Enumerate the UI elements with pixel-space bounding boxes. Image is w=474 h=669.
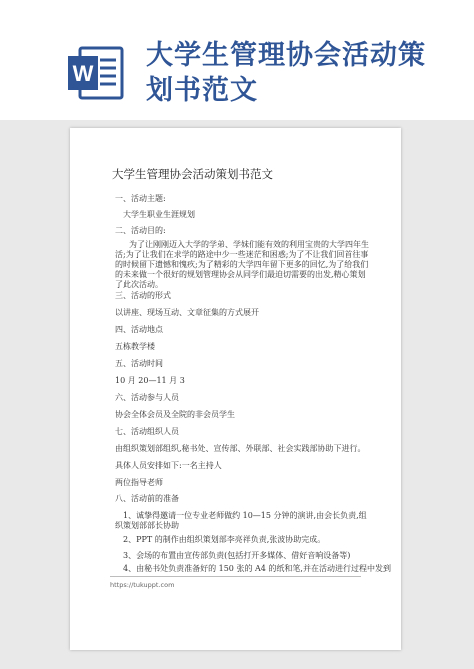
section-heading: 二、活动目的: xyxy=(115,226,166,235)
prep-item-3: 3、会场的布置由宣传部负责(包括打开多媒体、借好音响设备等) xyxy=(123,551,351,560)
banner xyxy=(0,0,474,120)
text-line: 两位指导老师 xyxy=(115,478,163,487)
text-line: 10 月 20—11 月 3 xyxy=(115,376,185,385)
footer-url: https://tukuppt.com xyxy=(110,581,175,589)
prep-item-1: 1、诚挚得邀请一位专业老师做约 10—15 分钟的演讲,由会长负责,组织策划部部长协助 xyxy=(115,511,367,530)
footer-divider xyxy=(110,576,361,577)
text-line: 大学生职业生涯规划 xyxy=(123,210,195,219)
section-heading: 八、活动前的准备 xyxy=(115,494,179,503)
section-heading: 三、活动的形式 xyxy=(115,291,171,300)
text-line: 协会全体会员及全院的非会员学生 xyxy=(115,410,235,419)
section-heading: 五、活动时间 xyxy=(115,359,163,368)
text-line: 五栋教学楼 xyxy=(115,342,155,351)
section-heading: 六、活动参与人员 xyxy=(115,393,179,402)
section-heading: 四、活动地点 xyxy=(115,325,163,334)
banner-title-line-1: 大学生管理协会活动策 xyxy=(146,40,426,71)
word-document-icon xyxy=(66,42,126,102)
document-page xyxy=(70,128,401,650)
banner-title xyxy=(146,38,456,108)
text-line: 由组织策划部组织,秘书处、宣传部、外联部、社会实践部协助下进行。 xyxy=(115,444,366,453)
word-logo-letter: W xyxy=(72,61,94,86)
text-line: 以讲座、现场互动、文章征集的方式展开 xyxy=(115,308,259,317)
section-heading: 一、活动主题: xyxy=(115,194,166,203)
prep-item-2: 2、PPT 的制作由组织策划部李亮祥负责,张波协助完成。 xyxy=(123,535,326,544)
document-title: 大学生管理协会活动策划书范文 xyxy=(112,167,273,181)
banner-title-line-2: 划书范文 xyxy=(146,75,258,106)
prep-item-4: 4、由秘书处负责准备好的 150 张的 A4 的纸和笔,并在活动进行过程中发到 xyxy=(123,564,391,573)
text-line: 具体人员安排如下:一名主持人 xyxy=(115,461,222,470)
purpose-paragraph: 为了让刚刚迈入大学的学弟、学妹们能有效的利用宝贵的大学四年生活;为了让我们在求学的路途中少一些迷茫和困惑;为了不让我们回首往事的时候留下遗憾和愧疚;为了精彩的大学四年留下更多的回忆,为了给我们的未来做一个很好的规划管理协会从同学们最迫切需要的出发,精心策划了此次活动。 xyxy=(115,240,369,289)
section-heading: 七、活动组织人员 xyxy=(115,427,179,436)
